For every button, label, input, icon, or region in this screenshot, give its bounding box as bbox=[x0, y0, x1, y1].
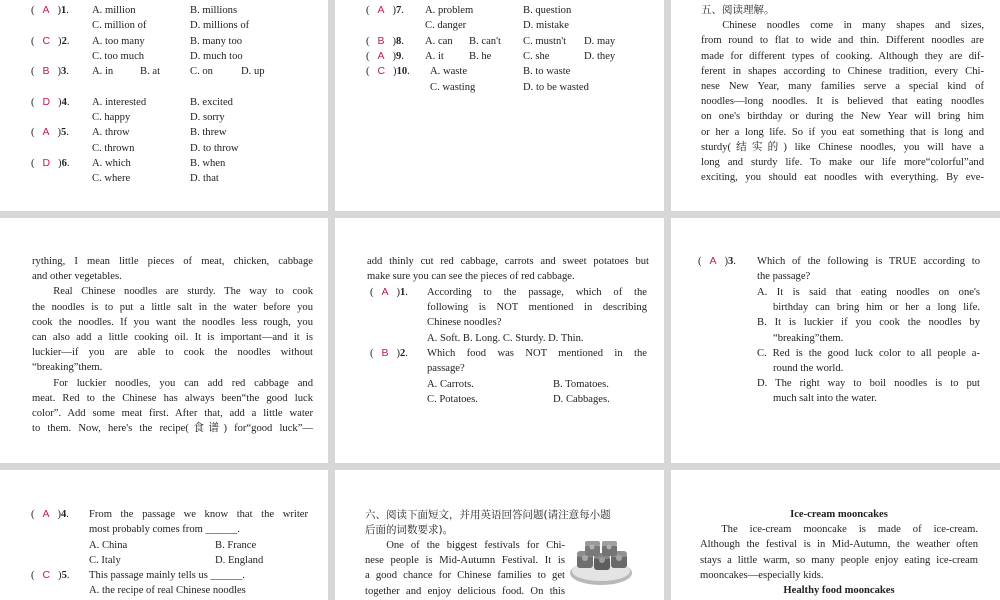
close-paren: ) bbox=[49, 66, 61, 78]
question-dot: . bbox=[66, 570, 70, 581]
stem-line: Chinese noodles? bbox=[427, 317, 502, 329]
question-number: 10 bbox=[396, 66, 408, 77]
stem-line: most probably comes from ______. bbox=[89, 524, 240, 536]
question-number: 1 bbox=[399, 287, 406, 298]
question-stem bbox=[89, 507, 308, 537]
option-line: “breaking”them. bbox=[773, 332, 844, 344]
passage-line: and other vegetables. bbox=[32, 271, 122, 283]
passage-line: Real Chinese noodles are sturdy. The way to cook bbox=[53, 286, 313, 298]
passage-line: The ice-cream mooncake is made of ice-cream. bbox=[721, 524, 978, 536]
answer-option: B. question bbox=[523, 5, 572, 16]
answer-option: B. many too bbox=[190, 35, 243, 47]
reading-passage bbox=[32, 254, 313, 436]
passage-line: add thinly cut red cabbage, carrots and sweet potatoes but bbox=[367, 256, 649, 267]
open-paren: ( bbox=[31, 158, 43, 169]
stem-line: Which of the following is TRUE according to bbox=[757, 256, 980, 267]
answer-letter: A bbox=[42, 4, 50, 16]
question-number: 9 bbox=[395, 51, 402, 62]
page-panel-6 bbox=[671, 218, 1000, 463]
answer-option bbox=[757, 376, 980, 406]
answer-letter: B bbox=[42, 65, 50, 78]
answer-letter: A bbox=[377, 50, 385, 62]
close-paren: ) bbox=[716, 256, 728, 267]
answer-bracket bbox=[31, 568, 70, 583]
answer-bracket bbox=[370, 285, 408, 300]
open-paren: ( bbox=[31, 509, 43, 520]
answer-letter: A bbox=[381, 286, 389, 298]
passage-line: on one's birthday or during the New Year will bring him bbox=[701, 111, 984, 123]
answer-options: A. Soft. B. Long. C. Sturdy. D. Thin. bbox=[427, 333, 584, 344]
question-stem bbox=[757, 254, 980, 284]
answer-option: C. she bbox=[523, 51, 550, 62]
answer-option: A. too many bbox=[92, 35, 145, 47]
open-paren: ( bbox=[31, 35, 43, 47]
question-number: 4 bbox=[60, 509, 67, 520]
question-number: 4 bbox=[61, 96, 67, 108]
passage-line: “breaking”them. bbox=[32, 362, 103, 374]
answer-option: D. Cabbages. bbox=[553, 394, 610, 405]
stem-line: following is NOT mentioned in describing bbox=[427, 302, 647, 314]
question-dot: . bbox=[66, 66, 69, 78]
answer-option: A. the recipe of real Chinese noodles bbox=[89, 585, 246, 596]
passage-line: For luckier noodles, you can add red cabbage and bbox=[53, 377, 313, 389]
answer-option bbox=[757, 315, 980, 345]
answer-letter: B bbox=[381, 347, 389, 359]
question-stem bbox=[427, 346, 647, 376]
question-dot: . bbox=[401, 36, 404, 47]
answer-option: B. France bbox=[215, 540, 257, 551]
question-number: 2 bbox=[61, 35, 67, 47]
open-paren: ( bbox=[366, 36, 378, 47]
answer-bracket bbox=[698, 254, 736, 269]
question-dot: . bbox=[405, 287, 408, 298]
close-paren: ) bbox=[384, 51, 396, 62]
question-number: 1 bbox=[60, 5, 67, 16]
answer-option: D. sorry bbox=[190, 112, 225, 124]
question-number: 6 bbox=[61, 158, 67, 169]
answer-option: D. may bbox=[584, 36, 616, 47]
option-line: round the world. bbox=[773, 363, 844, 374]
open-paren: ( bbox=[31, 127, 43, 139]
passage-line: stays a little warm, so many people enjoy eating ice-cream bbox=[700, 554, 978, 566]
answer-option: B. millions bbox=[190, 5, 238, 16]
question-stem bbox=[427, 285, 647, 331]
answer-letter: A bbox=[42, 508, 50, 520]
answer-option: D. up bbox=[241, 66, 265, 78]
answer-option: C. Italy bbox=[89, 555, 121, 566]
page-panel-5 bbox=[335, 218, 664, 463]
mooncake-image bbox=[568, 532, 634, 590]
answer-option: A. China bbox=[89, 540, 128, 551]
page-panel-7 bbox=[0, 470, 328, 600]
reading-passage bbox=[701, 3, 984, 185]
page-panel-8 bbox=[335, 470, 664, 600]
answer-letter: D bbox=[42, 95, 51, 108]
close-paren: ) bbox=[388, 287, 400, 298]
passage-line: Chinese noodles come in many shapes and sizes, bbox=[722, 20, 984, 32]
answer-bracket bbox=[31, 156, 70, 171]
passage-line: sturdy(结实的) like Chinese noodles, you will have a bbox=[701, 141, 984, 153]
page-panel-1 bbox=[0, 0, 328, 211]
question-dot: . bbox=[66, 35, 70, 47]
reading-passage bbox=[365, 538, 565, 599]
option-line: much salt into the water. bbox=[773, 393, 877, 405]
question-dot: . bbox=[401, 51, 404, 62]
answer-bracket bbox=[366, 34, 404, 49]
answer-option: A. problem bbox=[425, 5, 474, 16]
question-number: 2 bbox=[399, 348, 406, 359]
answer-letter: B bbox=[377, 35, 385, 47]
page-panel-2 bbox=[335, 0, 664, 211]
question-number: 7 bbox=[395, 5, 402, 16]
passage-line: Although the festival is in Mid-Autumn, the weather often bbox=[700, 539, 978, 551]
close-paren: ) bbox=[50, 570, 62, 581]
answer-letter: C bbox=[377, 65, 386, 77]
passage-line: cook the noodles. If you want the noodles less rough, you bbox=[32, 316, 313, 328]
page-panel-4 bbox=[0, 218, 328, 463]
passage-line: luckier—if you are able to cook the noodles without bbox=[32, 347, 313, 359]
reading-passage bbox=[700, 507, 978, 598]
open-paren: ( bbox=[698, 256, 710, 267]
question-dot: . bbox=[66, 509, 69, 520]
answer-bracket bbox=[366, 3, 404, 18]
passage-line: the noodles is to put a little salt in the water before you bbox=[32, 301, 313, 313]
open-paren: ( bbox=[31, 66, 43, 78]
answer-letter: A bbox=[42, 126, 50, 139]
passage-line: long and sturdy life. To make our life more“colorful”and bbox=[701, 157, 984, 169]
close-paren: ) bbox=[49, 509, 61, 520]
close-paren: ) bbox=[384, 5, 396, 16]
answer-option: A. in bbox=[92, 66, 114, 78]
passage-line: nese New Year, many families serve a special kind of bbox=[701, 81, 984, 93]
answer-option: B. threw bbox=[190, 127, 227, 139]
answer-bracket bbox=[31, 64, 69, 79]
answer-option: B. he bbox=[469, 51, 492, 62]
close-paren: ) bbox=[50, 158, 62, 169]
answer-option: A. million bbox=[92, 5, 136, 16]
answer-option: A. Carrots. bbox=[427, 379, 474, 390]
answer-bracket bbox=[366, 64, 410, 79]
close-paren: ) bbox=[49, 5, 61, 16]
stem-line: According to the passage, which of the bbox=[427, 287, 647, 298]
option-line: birthday can bring him or her a long life. bbox=[773, 302, 980, 314]
passage-line: rything, I mean little pieces of meat, chicken, cabbage bbox=[32, 256, 313, 267]
answer-option: D. they bbox=[584, 51, 616, 62]
question-dot: . bbox=[401, 5, 404, 16]
passage-line: nese people is Mid-Autumn Festival. It is bbox=[365, 555, 565, 567]
answer-option: C. mustn't bbox=[523, 36, 567, 47]
answer-letter: C bbox=[42, 569, 51, 581]
option-line: D. The right way to boil noodles is to put bbox=[757, 378, 980, 390]
question-number: 8 bbox=[395, 36, 402, 47]
stem-line: the passage? bbox=[757, 271, 811, 283]
answer-option: C. thrown bbox=[92, 142, 135, 154]
option-line: C. Red is the good luck color to all people a- bbox=[757, 347, 980, 359]
passage-line: a good chance for Chinese families to get bbox=[365, 570, 565, 582]
question-dot: . bbox=[66, 127, 69, 139]
answer-option: B. to waste bbox=[523, 66, 571, 77]
passage-line: from round to flat to wide and thin. Different noodles are bbox=[701, 35, 984, 47]
question-dot: . bbox=[405, 348, 408, 359]
close-paren: ) bbox=[384, 36, 396, 47]
passage-line: noodles—long noodles. It is believed that eating noodles bbox=[701, 96, 984, 108]
page-panel-3 bbox=[671, 0, 1000, 211]
passage-line: ferent in shapes according to Chinese tradition, every Chi- bbox=[701, 65, 984, 77]
question-dot: . bbox=[66, 5, 69, 16]
answer-option: D. England bbox=[215, 555, 264, 566]
subtitle-ice-cream: Ice-cream mooncakes bbox=[790, 509, 888, 520]
answer-option: B. Tomatoes. bbox=[553, 379, 609, 390]
heading-line: 六、阅读下面短文，并用英语回答问题(请注意每小题 bbox=[365, 509, 611, 521]
open-paren: ( bbox=[31, 96, 43, 108]
answer-option: C. on bbox=[190, 66, 213, 78]
answer-letter: C bbox=[42, 34, 51, 47]
passage-line: color”. Add some meat first. After that, add a little water bbox=[32, 408, 313, 420]
answer-option: D. millions of bbox=[190, 20, 250, 32]
close-paren: ) bbox=[50, 35, 62, 47]
answer-bracket bbox=[370, 346, 408, 361]
open-paren: ( bbox=[370, 348, 382, 359]
open-paren: ( bbox=[31, 5, 43, 16]
passage-line: can also add a little cooking oil. It is important—and it is bbox=[32, 332, 313, 344]
answer-option: A. throw bbox=[92, 127, 130, 139]
answer-option: C. Potatoes. bbox=[427, 394, 478, 405]
close-paren: ) bbox=[49, 127, 61, 139]
answer-option: C. danger bbox=[425, 20, 467, 31]
answer-option: C. happy bbox=[92, 112, 131, 124]
open-paren: ( bbox=[31, 570, 43, 581]
stem-line: Which food was NOT mentioned in the bbox=[427, 348, 647, 359]
close-paren: ) bbox=[50, 96, 62, 108]
passage-line: make sure you can see the pieces of red cabbage. bbox=[367, 271, 575, 283]
stem-line: From the passage we know that the writer bbox=[89, 509, 308, 520]
question-dot: . bbox=[66, 96, 70, 108]
open-paren: ( bbox=[366, 66, 378, 77]
question-stem: This passage mainly tells us ______. bbox=[89, 570, 245, 581]
question-number: 5 bbox=[60, 127, 67, 139]
question-number: 3 bbox=[60, 66, 67, 78]
answer-option: B. excited bbox=[190, 96, 233, 108]
answer-option: D. mistake bbox=[523, 20, 569, 31]
answer-bracket bbox=[31, 125, 69, 140]
answer-option bbox=[757, 346, 980, 376]
answer-option: A. which bbox=[92, 158, 131, 169]
question-dot: . bbox=[66, 158, 70, 169]
passage-line: together and enjoy delicious food. On this bbox=[365, 585, 565, 597]
answer-option bbox=[757, 285, 980, 315]
answer-option: A. can bbox=[425, 36, 453, 47]
answer-option: D. to throw bbox=[190, 142, 239, 154]
question-number: 3 bbox=[727, 256, 734, 267]
answer-option: B. at bbox=[140, 66, 161, 78]
answer-option: D. much too bbox=[190, 50, 243, 62]
passage-line: or her a long life. So if you eat something that is long and bbox=[701, 126, 984, 138]
question-dot: . bbox=[407, 66, 410, 77]
reading-passage bbox=[367, 254, 649, 284]
answer-letter: A bbox=[709, 255, 717, 267]
open-paren: ( bbox=[366, 51, 378, 62]
page-panel-9 bbox=[671, 470, 1000, 600]
answer-option: C. where bbox=[92, 173, 131, 185]
subtitle-healthy-food: Healthy food mooncakes bbox=[783, 585, 895, 597]
answer-option: D. that bbox=[190, 173, 219, 185]
option-line: A. It is said that eating noodles on one's bbox=[757, 287, 980, 298]
answer-bracket bbox=[366, 49, 404, 64]
answer-bracket bbox=[31, 3, 69, 18]
section-heading: 五、阅读理解。 bbox=[701, 4, 775, 16]
answer-bracket bbox=[31, 507, 69, 522]
answer-option: A. it bbox=[425, 51, 444, 62]
stem-line: passage? bbox=[427, 363, 465, 375]
answer-option: D. to be wasted bbox=[523, 82, 589, 93]
answer-letter: D bbox=[42, 157, 51, 169]
answer-option: C. too much bbox=[92, 50, 145, 62]
close-paren: ) bbox=[388, 348, 400, 359]
passage-line: One of the biggest festivals for Chi- bbox=[386, 540, 565, 551]
answer-bracket bbox=[31, 34, 70, 49]
question-dot: . bbox=[733, 256, 736, 267]
option-line: B. It is luckier if you cook the noodles by bbox=[757, 317, 980, 329]
answer-option: B. when bbox=[190, 158, 226, 169]
answer-option: A. interested bbox=[92, 96, 147, 108]
answer-option: C. million of bbox=[92, 20, 147, 32]
answer-option: B. can't bbox=[469, 36, 501, 47]
answer-option: C. wasting bbox=[430, 82, 476, 93]
passage-line: made for different types of cooking. Although they are dif- bbox=[701, 50, 984, 62]
question-number: 5 bbox=[61, 570, 67, 581]
open-paren: ( bbox=[370, 287, 382, 298]
passage-line: to them. Now, here's the recipe(食谱) for“good luck”— bbox=[32, 423, 313, 435]
open-paren: ( bbox=[366, 5, 378, 16]
close-paren: ) bbox=[385, 66, 397, 77]
answer-letter: A bbox=[377, 4, 385, 16]
passage-line: exciting, you should eat noodles with everything. By eve- bbox=[701, 172, 984, 184]
heading-line: 后面的词数要求)。 bbox=[365, 524, 454, 537]
passage-line: mooncakes—especially kids. bbox=[700, 569, 824, 581]
answer-bracket bbox=[31, 95, 70, 110]
passage-line: meat. Red to the Chinese has always been“the good luck bbox=[32, 392, 313, 404]
answer-option: A. waste bbox=[430, 66, 468, 77]
